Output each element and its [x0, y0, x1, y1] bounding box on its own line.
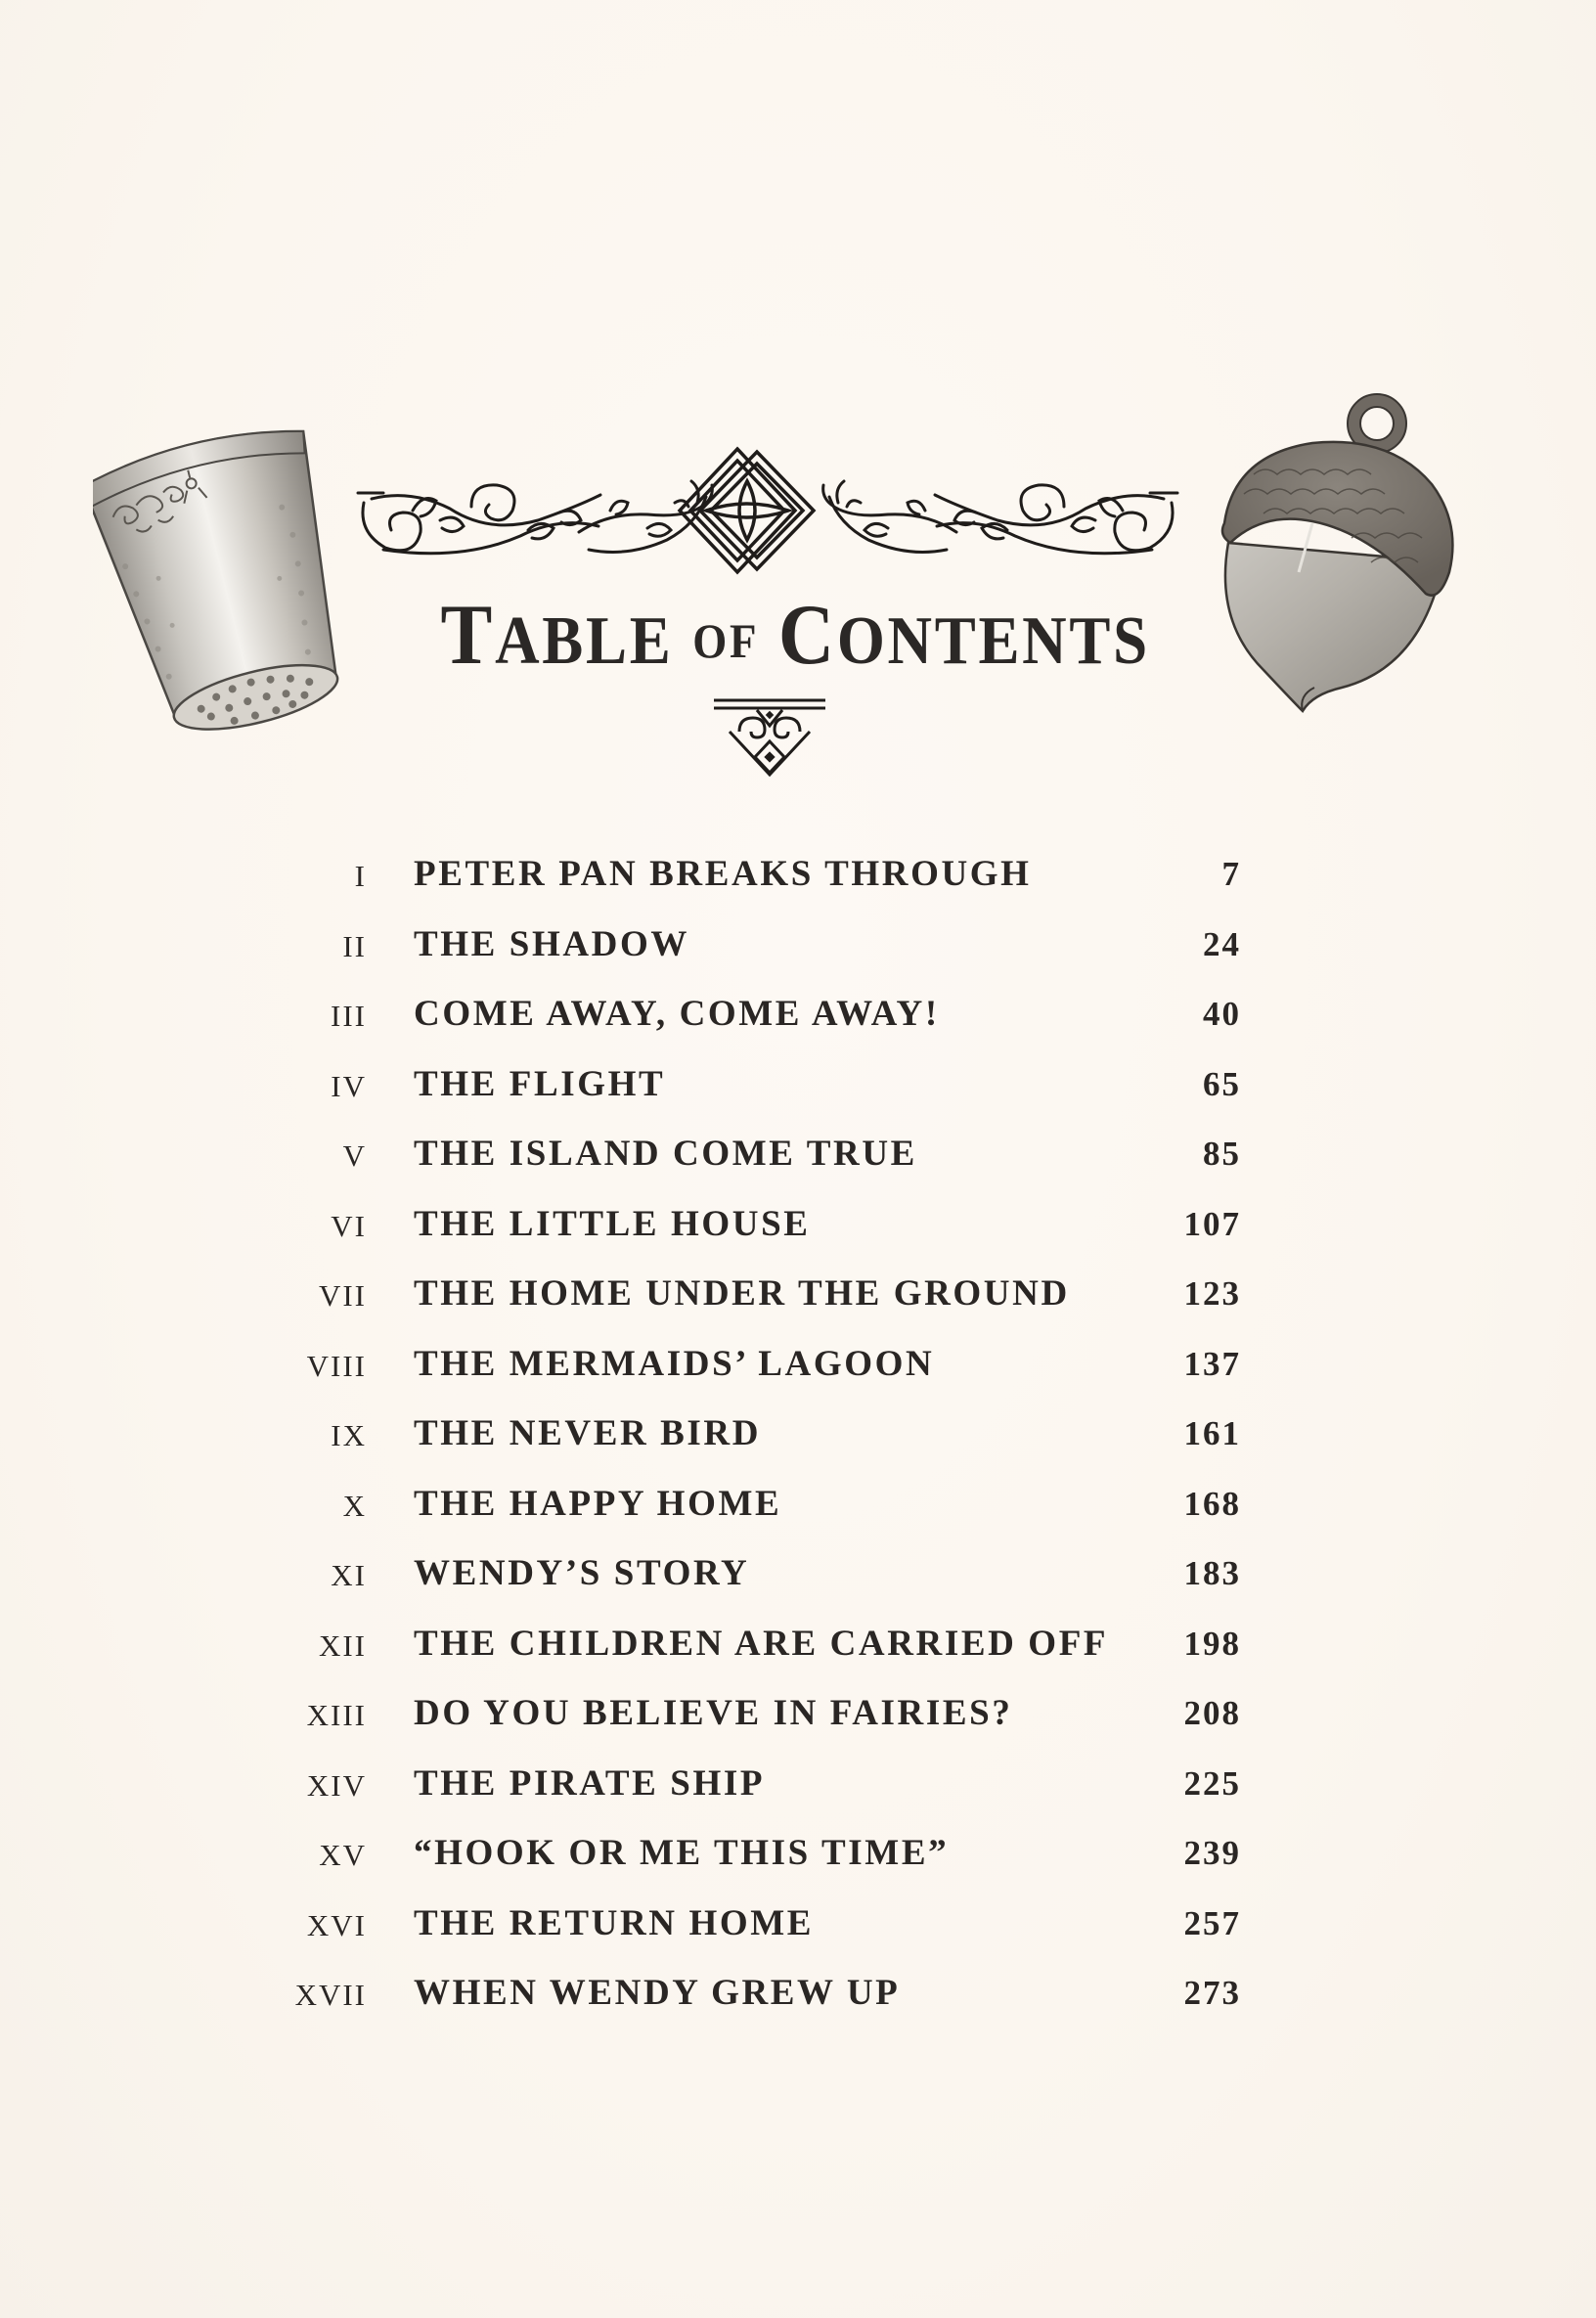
chapter-title: THE ISLAND COME TRUE [414, 1134, 917, 1174]
chapter-title: DO YOU BELIEVE IN FAIRIES? [414, 1693, 1013, 1733]
chapter-title: THE MERMAIDS’ LAGOON [414, 1343, 935, 1384]
chapter-title: THE LITTLE HOUSE [414, 1203, 811, 1244]
toc-entry-4[interactable] [0, 1053, 1596, 1124]
toc-entry-12[interactable] [0, 1613, 1596, 1683]
chapter-numeral: II [342, 928, 367, 963]
chapter-title: “HOOK OR ME THIS TIME” [414, 1833, 950, 1873]
chapter-numeral: I [354, 859, 367, 893]
chapter-title: WHEN WENDY GREW UP [414, 1973, 901, 2013]
chapter-title: COME AWAY, COME AWAY! [414, 994, 940, 1034]
chapter-title: THE HOME UNDER THE GROUND [414, 1273, 1070, 1314]
page-number: 239 [1183, 1834, 1241, 1872]
title-word-ontents: ONTENTS [836, 603, 1150, 679]
toc-entry-2[interactable] [0, 914, 1596, 984]
toc-entry-15[interactable] [0, 1822, 1596, 1893]
chapter-numeral: IX [331, 1418, 367, 1452]
thimble-illustration [93, 416, 357, 748]
chapter-numeral: XV [319, 1838, 367, 1872]
chapter-title: THE FLIGHT [414, 1063, 666, 1104]
chapter-title: THE NEVER BIRD [414, 1413, 762, 1453]
toc-entry-3[interactable] [0, 983, 1596, 1053]
page-title [77, 587, 1514, 691]
chapter-numeral: VII [318, 1278, 367, 1313]
chapter-title: THE RETURN HOME [414, 1902, 815, 1943]
page-number: 257 [1183, 1903, 1241, 1942]
chapter-numeral: IV [331, 1068, 367, 1103]
chapter-title: THE SHADOW [414, 923, 689, 964]
page-number: 40 [1203, 995, 1241, 1033]
chapter-title: PETER PAN BREAKS THROUGH [414, 854, 1032, 894]
chapter-numeral: XVI [306, 1907, 367, 1942]
chapter-numeral: VI [331, 1208, 367, 1243]
page-number: 137 [1183, 1344, 1241, 1383]
chapter-numeral: XIV [306, 1767, 367, 1803]
chapter-numeral: V [342, 1138, 367, 1173]
page-number: 225 [1183, 1763, 1241, 1803]
page-number: 183 [1183, 1554, 1241, 1592]
chapter-numeral: VIII [306, 1348, 367, 1383]
page-number: 198 [1183, 1624, 1241, 1663]
title-initial-c: C [777, 588, 837, 683]
chapter-title: WENDY’S STORY [414, 1553, 750, 1593]
page-number: 85 [1203, 1135, 1241, 1173]
chapter-numeral: XIII [306, 1698, 367, 1732]
title-initial-t: T [440, 588, 496, 683]
chapter-numeral: III [331, 999, 367, 1033]
toc-entry-14[interactable] [0, 1753, 1596, 1823]
chapter-numeral: XI [331, 1558, 367, 1592]
pendant-ornament-icon [712, 696, 827, 780]
page-number: 123 [1183, 1274, 1241, 1313]
toc-entry-9[interactable] [0, 1403, 1596, 1473]
page-number: 161 [1183, 1414, 1241, 1452]
toc-entry-5[interactable] [0, 1123, 1596, 1193]
chapter-title: THE CHILDREN ARE CARRIED OFF [414, 1623, 1109, 1664]
toc-entry-1[interactable] [0, 843, 1596, 914]
page-number: 24 [1203, 924, 1241, 963]
chapter-title: THE HAPPY HOME [414, 1483, 782, 1524]
page-number: 208 [1183, 1694, 1241, 1732]
chapter-numeral: X [342, 1488, 367, 1523]
toc-entry-11[interactable] [0, 1542, 1596, 1613]
toc-entry-10[interactable] [0, 1473, 1596, 1543]
title-word-of: OF [692, 613, 760, 668]
toc-entry-8[interactable] [0, 1333, 1596, 1404]
toc-entry-7[interactable] [0, 1263, 1596, 1333]
toc-entry-13[interactable] [0, 1682, 1596, 1753]
page-number: 273 [1183, 1974, 1241, 2012]
chapter-numeral: XVII [294, 1978, 367, 2012]
toc-entry-17[interactable] [0, 1962, 1596, 2032]
title-word-able: ABLE [495, 603, 674, 679]
toc-entry-6[interactable] [0, 1193, 1596, 1264]
table-of-contents [0, 843, 1596, 2032]
page-number: 65 [1203, 1064, 1241, 1103]
page-number: 7 [1221, 855, 1241, 893]
chapter-numeral: XII [318, 1627, 367, 1663]
page-number: 168 [1183, 1484, 1241, 1523]
page-number: 107 [1183, 1204, 1241, 1243]
toc-entry-16[interactable] [0, 1893, 1596, 1963]
chapter-title: THE PIRATE SHIP [414, 1762, 766, 1804]
scroll-ornament-icon [354, 442, 1181, 579]
